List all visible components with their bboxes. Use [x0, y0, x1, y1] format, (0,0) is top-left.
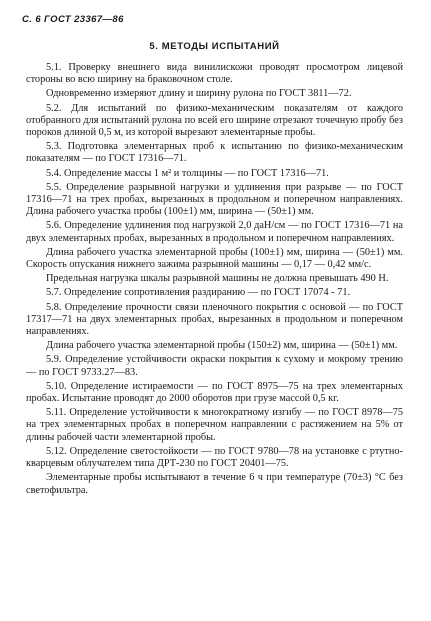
paragraph: 5.2. Для испытаний по физико-механическим показателям от каждого отобранного для испытаний рулона по всей его ширине отрезают точечную пробу без пороков длиной 0,5 м, из которой вырезают элементарные пробы.: [26, 102, 403, 139]
paragraph: Длина рабочего участка элементарной пробы (150±2) мм, ширина — (50±1) мм.: [46, 340, 398, 352]
paragraph: 5.8. Определение прочности связи пленочного покрытия с основой — по ГОСТ 17317—71 на двух элементарных пробах, вырезанных в продольном и поперечном направлениях.: [26, 301, 403, 338]
paragraph: Предельная нагрузка шкалы разрывной машины не должна превышать 490 Н.: [46, 273, 389, 285]
paragraph: 5.11. Определение устойчивости к многократному изгибу — по ГОСТ 8978—75 на трех элементарных пробах в поперечном направлении с растяжением на 5% от длины рабочей части элементарной пробы.: [26, 407, 403, 443]
paragraph: 5.6. Определение удлинения под нагрузкой 2,0 даН/см — по ГОСТ 17316—71 на двух элементарных пробах, вырезанных в продольном и поперечном направлениях.: [26, 220, 403, 244]
paragraph: Элементарные пробы испытывают в течение 6 ч при температуре (70±3) °С без светофильтра.: [26, 472, 403, 496]
paragraph: 5.5. Определение разрывной нагрузки и удлинения при разрыве — по ГОСТ 17316—71 на трех пробах, вырезанных в продольном и поперечном направлениях. Длина рабочего участка пробы (100±1) мм, ширина — (50±1) мм.: [26, 181, 403, 218]
paragraph: 5.1. Проверку внешнего вида винилискожи проводят просмотром лицевой стороны во всю ширину на браковочном столе.: [26, 62, 403, 86]
paragraph: 5.12. Определение светостойкости — по ГОСТ 9780—78 на установке с ртутно-кварцевым облучателем типа ДРТ-230 по ГОСТ 20401—75.: [26, 445, 403, 470]
paragraph: 5.9. Определение устойчивости окраски покрытия к сухому и мокрому трению — по ГОСТ 9733.27—83.: [26, 354, 403, 378]
paragraph: 5.7. Определение сопротивления раздиранию — по ГОСТ 17074 - 71.: [46, 287, 351, 299]
paragraph: Одновременно измеряют длину и ширину рулона по ГОСТ 3811—72.: [46, 88, 352, 100]
paragraph: 5.3. Подготовка элементарных проб к испытанию по физико-механическим показателям — по ГОСТ 17316—71.: [26, 141, 403, 165]
paragraph: Длина рабочего участка элементарной пробы (100±1) мм, ширина — (50±1) мм. Скорость опускания нижнего зажима разрывной машины — 0,17 — 0,42 мм/с.: [26, 246, 403, 271]
section-title: 5. МЕТОДЫ ИСПЫТАНИЙ: [149, 41, 280, 52]
page-header: С. 6 ГОСТ 23367—86: [22, 14, 124, 25]
document-body: [26, 62, 403, 497]
paragraph: 5.10. Определение истираемости — по ГОСТ 8975—75 на трех элементарных пробах. Испытание проводят до 2000 оборотов при грузе массой 0,5 кг.: [26, 380, 403, 405]
paragraph: 5.4. Определение массы 1 м² и толщины — по ГОСТ 17316—71.: [46, 167, 329, 179]
